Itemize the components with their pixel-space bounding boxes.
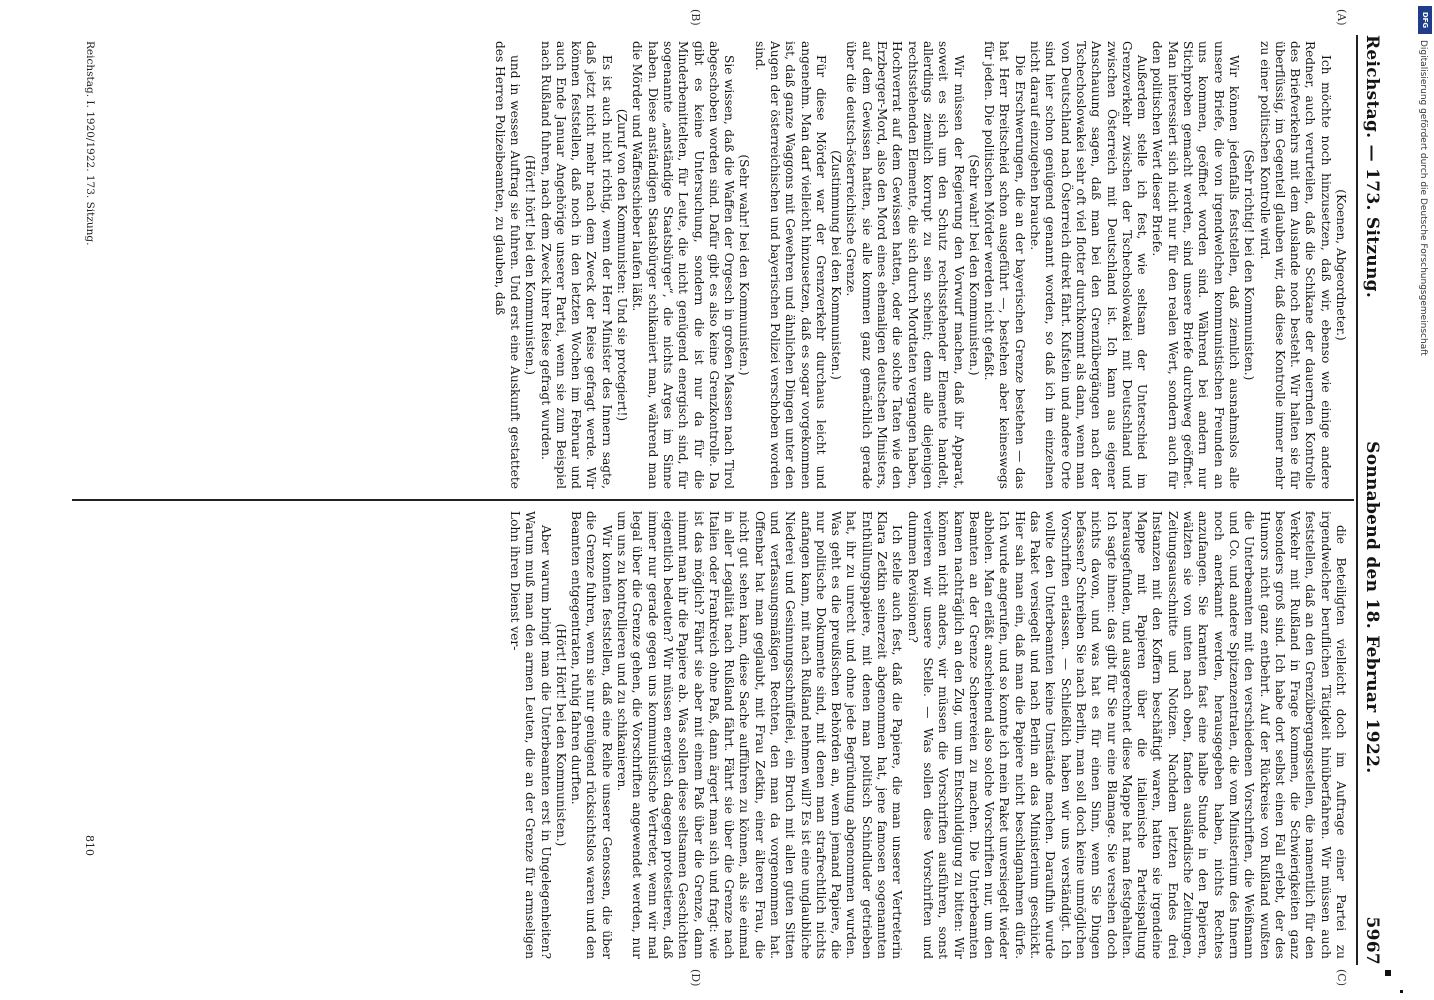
page-number: 5967 xyxy=(1362,916,1382,965)
right-paragraph: Ich stelle auch fest, daß die Papiere, die man unserer Vertreterin Klara Zetkin seinerzeit abgenommen hat, jene famosen sogenannten Enthüllungspapiere, mit denen man politisch Schindluder getrieben hat, ihr zu unrecht und ohne jede Begründung abgenommen wurden. Was geht es die preußischen Behörden an, wenn jemand Papiere, die nur politische Dokumente sind, mit denen man strafrechtlich nichts anfangen kann, mit nach Rußland nehmen will? Es ist eine unglaubliche Niederei und Gesinnungsschnüffelei, ein Bruch mit allen guten Sitten und verfassungsmäßigen Rechten, den man da vorgenommen hat. Offenbar hat man geglaubt, mit Frau Zetkin, einer älteren Frau, die nicht gut sehen kann, diese Sache aufführen zu können, als sie einmal in aller Legalität nach Rußland fährt. Fährt sie über die Grenze nach Italien oder Frankreich ohne Paß, dann ärgert man sich und fragt: wie ist das möglich? Fährt sie aber mit einem Paß über die Grenze, dann nimmt man ihr die Papiere ab. Was sollen diese seltsamen Geschichten eigentlich bedeuten? Wir müssen energisch dagegen protestieren, daß immer nur gerade gegen uns kommunistische Vertreter, wenn wir mal legal über die Grenze gehen, die Vorschriften angewendet werden, nur um uns zu kontrollieren und zu schikanieren. xyxy=(615,511,905,959)
marker-b: (B) xyxy=(689,9,702,26)
left-paragraph: (Hört! hört! bei den Kommunisten.) xyxy=(523,154,538,376)
left-paragraph: Es ist auch nicht richtig, wenn der Herr Minister des Innern sagte, daß jetzt nicht mehr nach dem Zweck der Reise gefragt werde. Wir können feststellen, daß noch in den letzten Wochen im Februar und auch Ende Januar Angehörige unserer Partei, wenn sie zum Beispiel nach Rußland fuhren, nach dem Zweck ihrer Reise gefragt wurden. xyxy=(538,41,614,489)
marker-a: (A) xyxy=(1335,9,1348,26)
rotated-page-content xyxy=(72,9,1392,987)
right-column xyxy=(78,511,1348,959)
digitization-note-text: Digitalisierung gefördert durch die Deutsche Forschungsgemeinschaft xyxy=(1418,40,1428,356)
scan-speck xyxy=(1400,990,1403,993)
left-paragraph: (Sehr richtig! bei den Kommunisten.) xyxy=(1242,149,1257,381)
digitization-note xyxy=(1410,30,1430,1000)
header-left: Reichstag. — 173. Sitzung. xyxy=(1362,35,1382,299)
header-rule xyxy=(1356,35,1358,965)
left-paragraph: Sie wissen, daß die Waffen der Orgesch in großen Massen nach Tirol abgeschoben worden sind. Dafür gibt es also keine Grenzkontrolle. Da gibt es keine Untersuchung, sondern die ist nur da für die Minderbemittelten, für Leute, die nicht genügend energisch sind, für sogenannte „anständige Staatsbürger“, die nichts Arges im Sinne haben. Diese anständigen Staatsbürger schikaniert man, während man die Mörder und Waffenschieber laufen läßt. xyxy=(630,41,737,489)
marker-d: (D) xyxy=(689,969,702,987)
left-paragraph: Für diese Mörder war der Grenzverkehr durchaus leicht und angenehm. Man darf vielleicht hinzusetzen, daß es sogar vorgekommen ist, daß ganze Waggons mit Gewehren und ähnlichen Dingen unter den Augen der österreichischen und bayerischen Polizei verschoben worden sind. xyxy=(752,41,828,489)
footer-left: Reichstag. I. 1920/1922. 173. Sitzung. xyxy=(84,41,96,246)
logo-text: DFG xyxy=(1421,11,1429,29)
column-rule xyxy=(72,499,1354,501)
right-paragraph: die Beteiligten vielleicht doch im Auftrage einer Partei zu irgendwelcher beruflichen Tätigkeit hinüberfahren. Wir müssen auch feststellen, daß an den Grenzübergangsstellen, die namentlich für den Verkehr mit Rußland in Frage kommen, die Schwierigkeiten ganz besonders groß sind. Ich habe dort selbst einen Fall erlebt, der des Humors nicht ganz entbehrt. Auf der Rückreise von Rußland wußten die Unterbeamten mit den verschiedenen Vorschriften, die Weißmann und Co. und andere Spitzenzentralen, die vom Ministerium des Innern noch anerkannt werden, herausgegeben haben, nichts Rechtes anzufangen. Sie kramten fast eine halbe Stunde in den Papieren, wälzten sie von unten nach oben, fanden ausländische Zeitungen, Zeitungsausschnitte und Notizen. Nachdem letzten Endes drei Instanzen mit den Koffern beschäftigt waren, hatten sie irgendeine Mappe mit Papieren über die italienische Parteispaltung herausgefunden, und ausgerechnet diese Mappe hat man festgehalten. Ich sagte ihnen: das gibt für Sie nur eine Blamage. Sie versehen doch nichts davon, und was hat es für einen Sinn, wenn Sie Dingen befassen? Schreiben Sie nach Berlin, man soll doch keine unmöglichen Vorschriften erlassen. — Schließlich haben wir uns verständigt. Ich wollte den Unterbeamten keine Umstände machen. Daraufhin wurde das Paket versiegelt und nach Berlin an das Ministerium geschickt. Hier sah man ein, daß man die Papiere nicht beschlagnahmen dürfe. Ich wurde angerufen, und so konnte ich mein Paket unversiegelt wieder abholen. Man erläßt anscheinend also solche Vorschriften nur, um den Beamten an der Grenze Scherereien zu machen. Die Unterbeamten kamen nachträglich an den Zug, um um Entschuldigung zu bitten: Wir können nicht anders, wir müssen die Vorschriften ausführen, sonst verlieren wir unsere Stelle. — Was sollen diese Vorschriften und dummen Revisionen? xyxy=(905,511,1348,959)
left-paragraph: Ich möchte noch hinzusetzen, daß wir, ebenso wie einige andere Redner, auch verurteilen, daß die Schikane der dauernden Kontrolle des Briefverkehrs mit dem Auslande noch besteht. Wir halten sie für überflüssig, im Gegenteil glauben wir, daß diese Kontrolle immer mehr zu einer politischen Kontrolle wird. xyxy=(1257,41,1333,489)
footer-number: 810 xyxy=(83,835,96,856)
left-paragraph: Wir müssen der Regierung den Vorwurf machen, daß ihr Apparat, soweit es sich um den Schutz rechtsstehender Elemente handelt, allerdings ziemlich korrupt zu sein scheint; denn alle diejenigen rechtsstehenden Elemente, die sich durch Mordtaten vergangen haben, Hochverrat auf dem Gewissen hatten, oder die solche Taten wie den Erzberger-Mord, also den Mord eines ehemaligen deutschen Ministers, auf dem Gewissen hatten, sie alle kommen ganz gemächlich gerade über die deutsch-österreichische Grenze. xyxy=(844,41,966,489)
right-paragraph: (Hört! Hört! bei den Kommunisten.) xyxy=(553,623,568,847)
left-paragraph: und in wessen Auftrag sie fuhren. Und erst eine Auskunft gestattete des Herren Polizeibeamten, zu glauben, daß xyxy=(492,41,522,489)
marker-c: (C) xyxy=(1335,969,1348,986)
left-paragraph: Außerdem stelle ich fest, wie seltsam der Unterschied im Grenzverkehr zwischen der Tschechoslowakei mit Deutschland und zwischen Österreich mit Deutschland ist. Ich kann aus eigener Anschauung sagen, daß man bei den Grenzübergängen nach der Tschechoslowakei sehr oft viel flotter durchkommt als dann, wenn man von Deutschland nach Österreich direkt fährt. Kufstein und andere Orte sind hier schon genügend genannt worden, so daß ich im einzelnen nicht darauf einzugehen brauche. xyxy=(1028,41,1150,489)
left-column xyxy=(78,41,1348,489)
header-date: Sonnabend den 18. Februar 1922. xyxy=(1362,441,1382,774)
left-paragraph: (Zustimmung bei den Kommunisten.) xyxy=(829,150,844,380)
left-paragraph: Die Erschwerungen, die an der bayerischen Grenze bestehen — das hat Herr Breitscheid schon ausgeführt —, bestehen aber keineswegs für jeden. Die politischen Mörder werden nicht gefaßt. xyxy=(982,41,1027,489)
scan-mark xyxy=(1385,970,1391,976)
right-paragraph: Wir konnten feststellen, daß eine Reihe unserer Genossen, die über die Grenze fuhren, wenn sie nur genügend rücksichtslos waren und den Beamten entgegentraten, ruhig fahren durften. xyxy=(569,511,614,959)
left-paragraph: (Koenen, Abgeordneter.) xyxy=(1334,189,1348,341)
left-paragraph: Wir können jedenfalls feststellen, daß ziemlich ausnahmslos alle unsere Briefe, die von irgendwelchen kommunistischen Freunden an uns kommen, geöffnet worden sind. Während bei andern nur Stichproben gemacht werden, sind unsere Briefe durchweg geöffnet. Man interessiert sich nicht nur für den realen Wert, sondern auch für den politischen Wert dieser Briefe. xyxy=(1150,41,1241,489)
right-paragraph: Aber warum bringt man die Unterbeamten erst in Ungelegenheiten? Warum muß man den armen Leuten, die an der Grenze für armseligen Lohn ihren Dienst ver- xyxy=(507,511,553,959)
left-paragraph: (Sehr wahr! bei den Kommunisten.) xyxy=(966,154,981,376)
page-header xyxy=(1362,35,1392,965)
left-paragraph: (Sehr wahr! bei den Kommunisten.) xyxy=(737,154,752,376)
left-paragraph: (Zuruf von den Kommunisten: Und sie protegiert!) xyxy=(615,108,630,422)
